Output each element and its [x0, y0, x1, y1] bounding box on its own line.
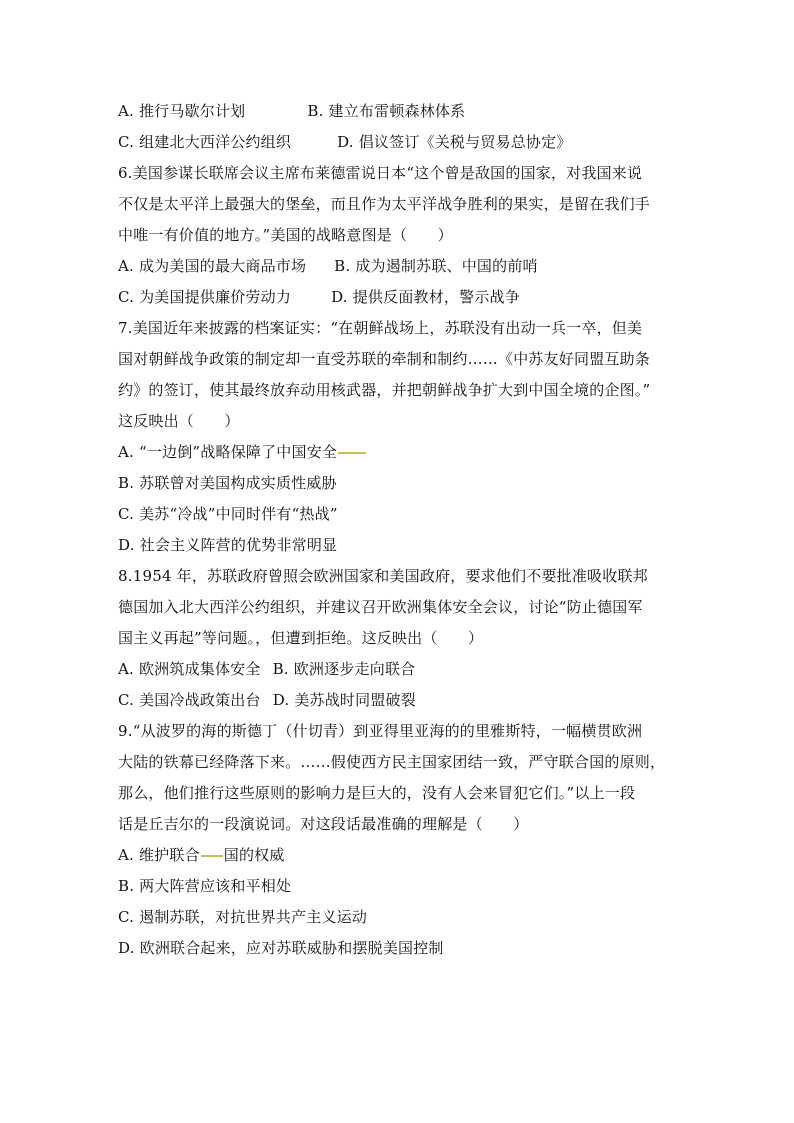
q9-stem-line-2: 大陆的铁幕已经降落下来。……假使西方民主国家团结一致，严守联合国的原则， [118, 753, 666, 771]
q8-options-row-1 [118, 654, 688, 685]
q7-stem-line-2: 国对朝鲜战争政策的制定却一直受苏联的牵制和制约……《中苏友好同盟互助条 [118, 350, 651, 368]
q7-stem-line-3: 约》的签订，使其最终放弃动用核武器，并把朝鲜战争扩大到中国全境的企图。” [118, 381, 651, 399]
q9-option-d: D. 欧洲联合起来，应对苏联威胁和摆脱美国控制 [118, 939, 444, 957]
q5-option-d: D. 倡议签订《关税与贸易总协定》 [337, 133, 572, 151]
q8-options-row-2 [118, 685, 688, 716]
q8-stem-line-3: 国主义再起”等问题。，但遭到拒绝。这反映出（ ） [118, 629, 484, 647]
q8-option-d: D. 美苏战时同盟破裂 [272, 691, 416, 709]
q8-option-a: A. 欧洲筑成集体安全 [118, 660, 261, 678]
q8-stem-line-1: 8.1954 年，苏联政府曾照会欧洲国家和美国政府，要求他们不要批准吸收联邦 [118, 567, 648, 585]
q9-option-b: B. 两大阵营应该和平相处 [118, 877, 292, 895]
q5-option-a: A. 推行马歇尔计划 [118, 102, 246, 120]
q7-option-a: A. “一边倒”战略保障了中国安全 [118, 443, 338, 461]
question-list [118, 96, 688, 964]
q6-stem-line-2: 不仅是太平洋上最强大的堡垒，而且作为太平洋战争胜利的果实，是留在我们手 [118, 195, 651, 213]
q9-stem-line-1: 9.“从波罗的海的斯德丁（什切青）到亚得里亚海的的里雅斯特，一幅横贯欧洲 [118, 722, 643, 740]
q6-option-b: B. 成为遏制苏联、中国的前哨 [334, 257, 538, 275]
q6-stem-line-1: 6.美国参谋长联席会议主席布莱德雷说日本“这个曾是敌国的国家，对我国来说 [118, 164, 643, 182]
q9-option-a-row [118, 840, 688, 871]
q7-option-b: B. 苏联曾对美国构成实质性威胁 [118, 474, 337, 492]
q6-option-c: C. 为美国提供廉价劳动力 [118, 288, 292, 306]
q9-stem-line-4: 话是丘吉尔的一段演说词。对这段话最准确的理解是（ ） [118, 815, 529, 833]
q5-option-b: B. 建立布雷顿森林体系 [307, 102, 466, 120]
q6-stem-line-3: 中唯一有价值的地方。”美国的战略意图是（ ） [118, 226, 453, 244]
q7-option-a-row [118, 437, 688, 468]
q5-option-c: C. 组建北大西洋公约组织 [118, 133, 292, 151]
q9-option-a-part1: A. 维护联合 [118, 846, 200, 864]
q6-options-row-2 [118, 282, 688, 313]
q8-option-b: B. 欧洲逐步走向联合 [272, 660, 416, 678]
q7-stem-line-4: 这反映出（ ） [118, 412, 240, 430]
q8-option-c: C. 美国冷战政策出台 [118, 691, 261, 709]
q9-option-a-part2: 国的权威 [223, 846, 285, 864]
q6-option-d: D. 提供反面教材，警示战争 [331, 288, 520, 306]
q7-option-c: C. 美苏“冷战”中同时伴有“热战” [118, 505, 338, 523]
q9-option-c: C. 遏制苏联，对抗世界共产主义运动 [118, 908, 368, 926]
highlight-mark [201, 855, 223, 857]
q8-stem-line-2: 德国加入北大西洋公约组织，并建议召开欧洲集体安全会议，讨论“防止德国军 [118, 598, 643, 616]
highlight-mark [338, 452, 366, 454]
q7-option-d: D. 社会主义阵营的优势非常明显 [118, 536, 338, 554]
q9-stem-line-3: 那么，他们推行这些原则的影响力是巨大的，没有人会来冒犯它们。”以上一段 [118, 784, 636, 802]
q5-options-row-1 [118, 96, 688, 127]
q7-stem-line-1: 7.美国近年来披露的档案证实：“在朝鲜战场上，苏联没有出动一兵一卒，但美 [118, 319, 643, 337]
q6-options-row-1 [118, 251, 688, 282]
q6-option-a: A. 成为美国的最大商品市场 [118, 257, 307, 275]
q5-options-row-2 [118, 127, 688, 158]
